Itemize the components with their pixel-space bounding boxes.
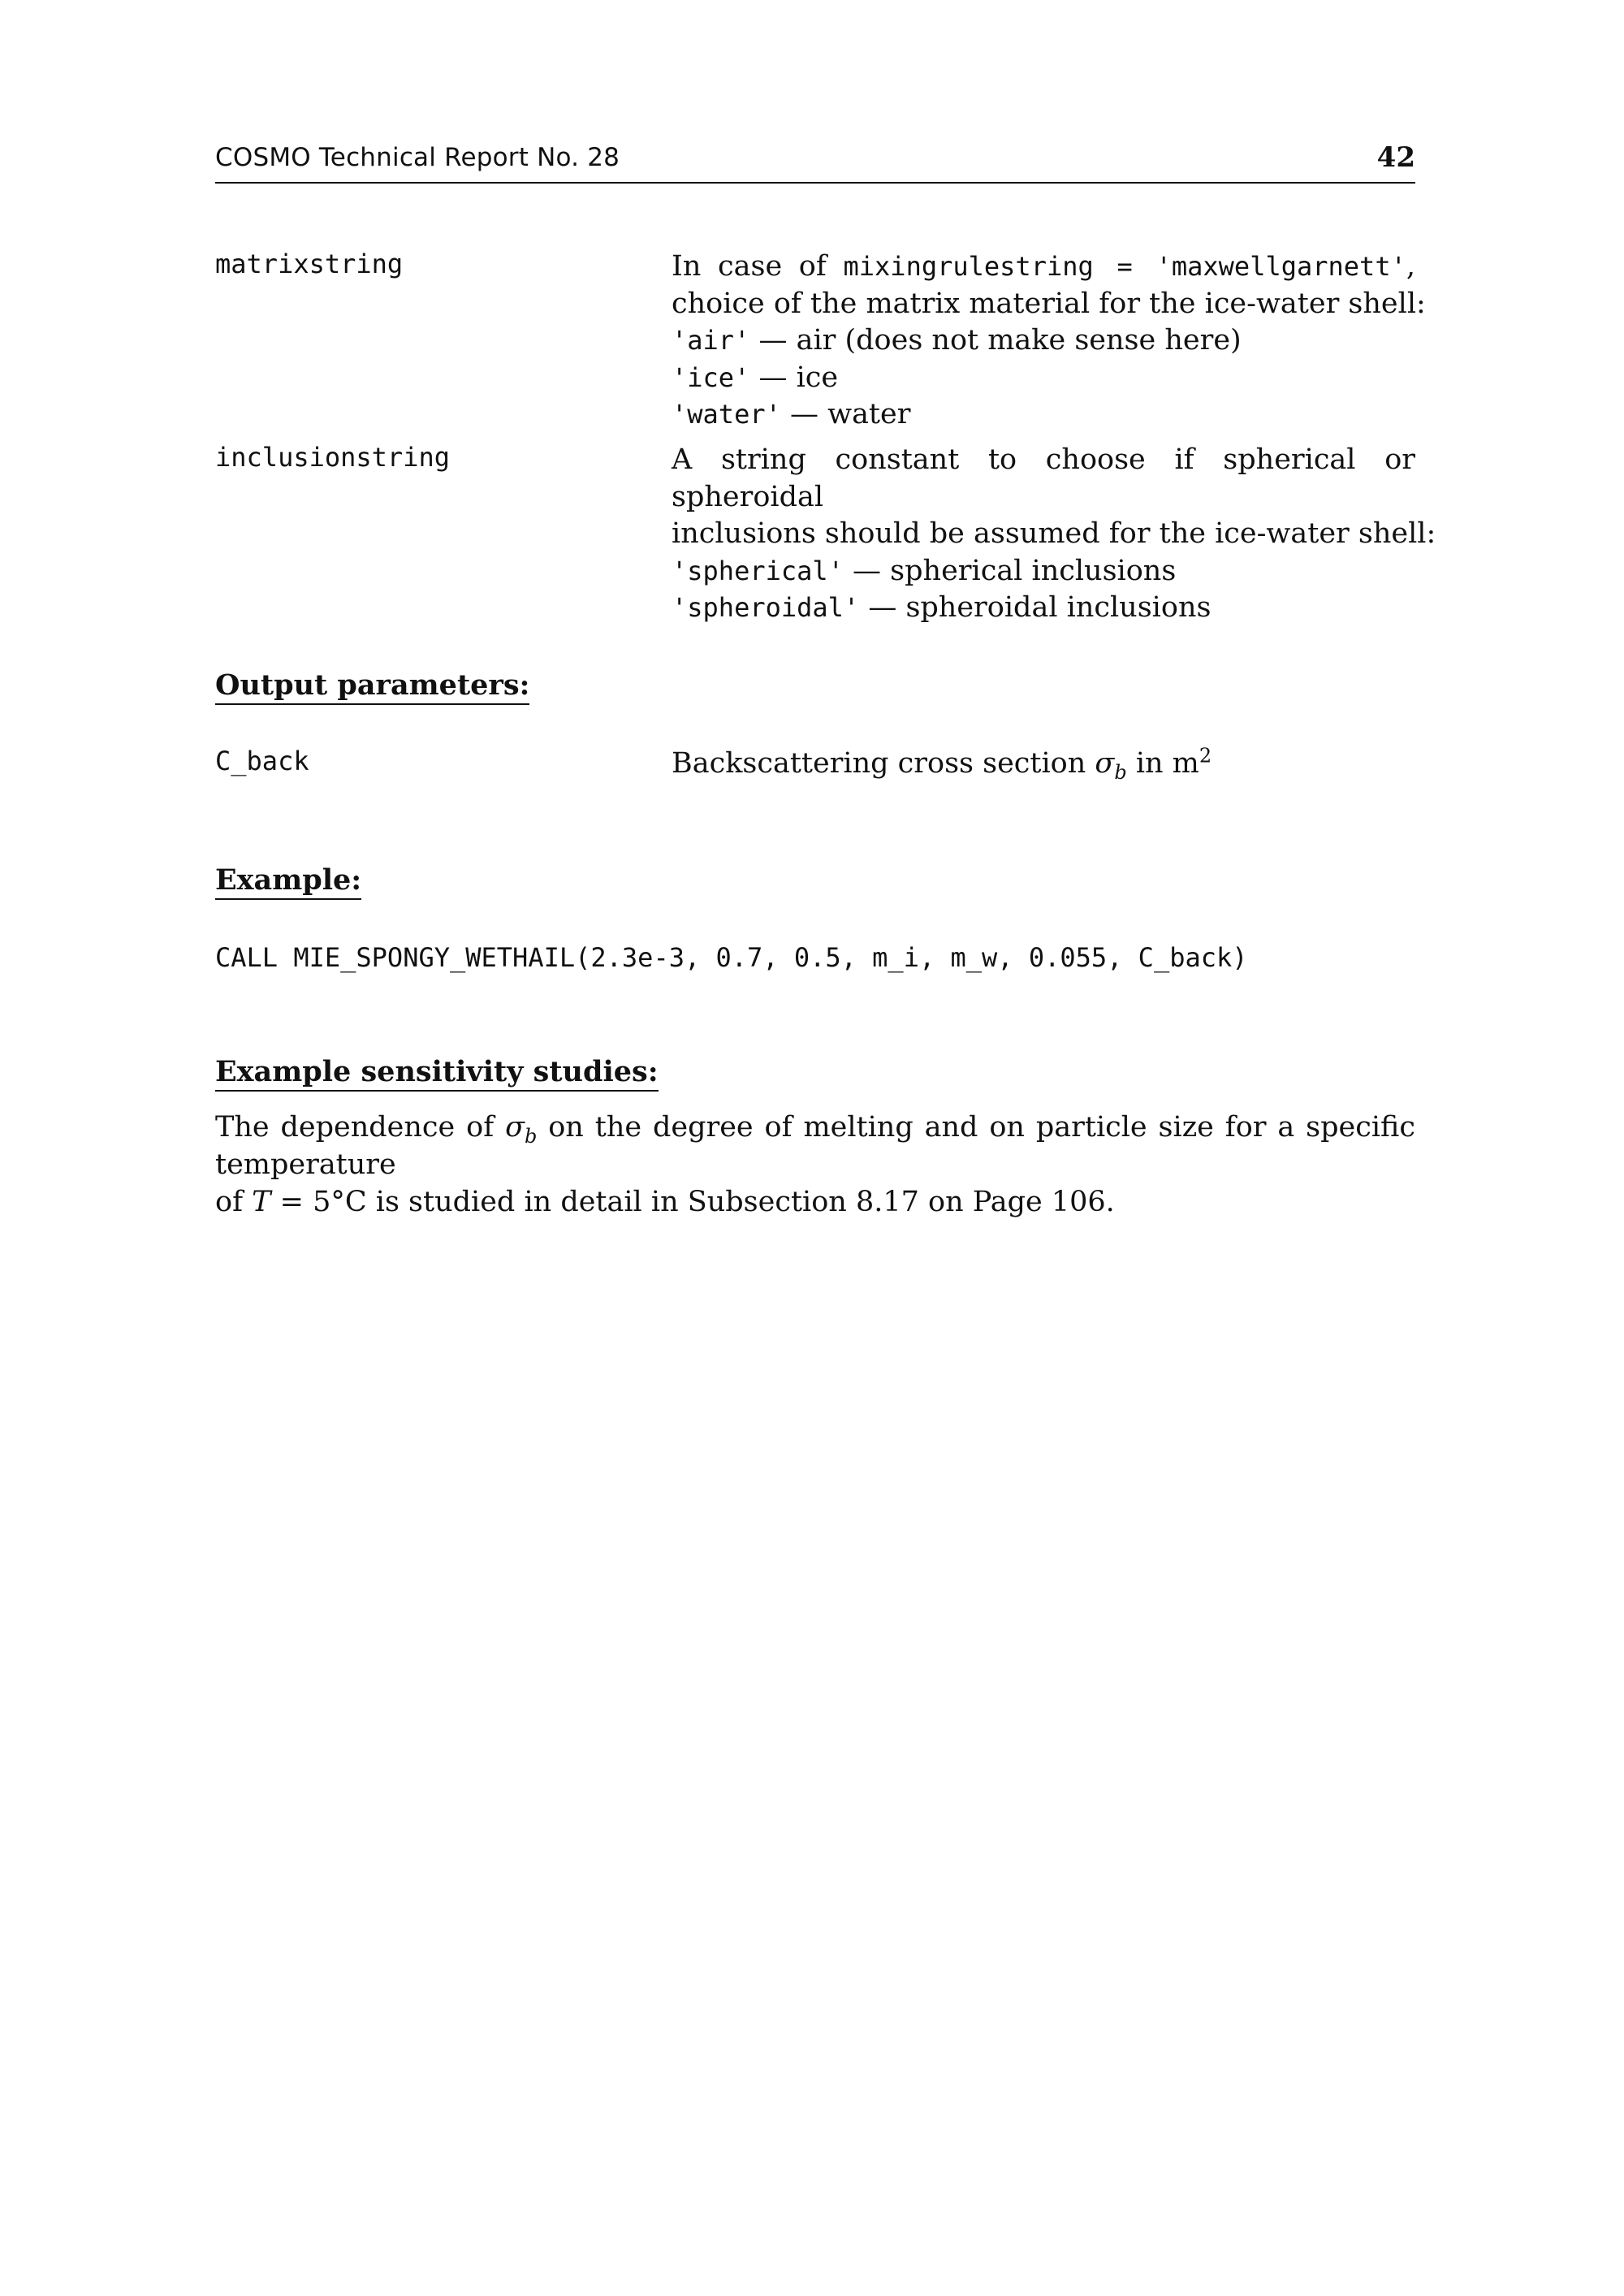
output-parameters-heading: Output parameters: (215, 669, 529, 705)
report-title: COSMO Technical Report No. 28 (215, 143, 620, 172)
page-number: 42 (1376, 141, 1415, 174)
param-description (672, 442, 1436, 627)
option-spherical: 'spherical' — spherical inclusions (672, 554, 1177, 587)
page-header (215, 141, 1415, 184)
desc-line: inclusions should be assumed for the ice-water shell: (672, 517, 1436, 550)
option-water: 'water' — water (672, 398, 911, 430)
option-air: 'air' — air (does not make sense here) (672, 324, 1242, 357)
desc-line: choice of the matrix material for the ice-water shell: (672, 287, 1426, 320)
example-heading: Example: (215, 864, 361, 900)
param-name: matrixstring (215, 249, 404, 279)
example-code: CALL MIE_SPONGY_WETHAIL(2.3e-3, 0.7, 0.5, m_i, m_w, 0.055, C_back) (215, 942, 1248, 973)
desc-line: In case of mixingrulestring = 'maxwellgarnett', (672, 250, 1415, 283)
param-description: Backscattering cross section $\sigma_b$ in $m^2$ (672, 744, 1212, 784)
param-name: C_back (215, 746, 309, 776)
sensitivity-paragraph: The dependence of $\sigma_b$ on the degree of melting and on particle size for a specific temperature of T = 5°C is studied in detail in Subsection 8.17 on Page 106. (215, 1111, 1415, 1218)
param-description (672, 249, 1426, 434)
option-ice: 'ice' — ice (672, 361, 839, 394)
desc-line: A string constant to choose if spherical or spheroidal (672, 443, 1415, 513)
option-spheroidal: 'spheroidal' — spheroidal inclusions (672, 591, 1212, 624)
sensitivity-heading: Example sensitivity studies: (215, 1056, 659, 1092)
param-name: inclusionstring (215, 442, 450, 473)
